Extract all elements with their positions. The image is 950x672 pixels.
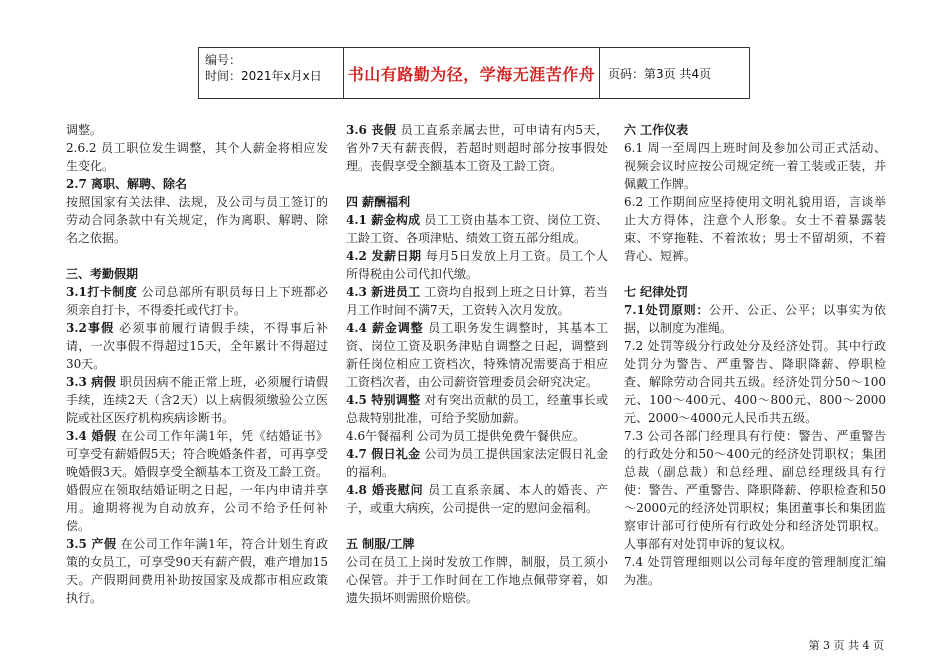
paragraph: 调整。 xyxy=(66,123,103,137)
paragraph xyxy=(346,211,608,247)
paragraph xyxy=(624,301,886,337)
paragraph xyxy=(66,283,328,319)
clause-body: 职员因病不能正常上班，必须履行请假手续，连续2天（含2天）以上病假须缴验公立医院或社区医疗机构疾病诊断书。 xyxy=(66,375,328,425)
paragraph: 6.1 周一至周四上班时间及参加公司正式活动、视频会议时应按公司规定统一着工装或正装，并佩戴工作牌。 xyxy=(624,141,886,191)
section-heading: 七 纪律处罚 xyxy=(624,285,689,299)
paragraph xyxy=(346,391,608,427)
paragraph xyxy=(66,373,328,427)
clause-body: 在公司工作年满1年，凭《结婚证书》可享受有薪婚假5天；符合晚婚条件者，可再享受晚婚假3天。婚假享受全额基本工资及工龄工资。婚假应在领取结婚证明之日起，一年内申请并享用。逾期将视为自动放弃，公司不给予任何补偿。 xyxy=(66,429,328,533)
paragraph: 按照国家有关法律、法规，及公司与员工签订的劳动合同条款中有关规定，作为离职、解聘、除名之依据。 xyxy=(66,195,328,245)
clause-title: 4.3 新进员工 xyxy=(346,285,421,299)
paragraph xyxy=(346,247,608,283)
paragraph: 7.3 公司各部门经理具有行使：警告、严重警告的行政处分和50～400元的经济处罚职权；集团总裁（副总裁）和总经理、副总经理级具有行使：警告、严重警告、降职降薪、停职检查和50～2000元的经济处罚职权；集团董事长和集团监察审计部可行使所有行政处分和经济处罚职权。人事部有对处罚申诉的复议权。 xyxy=(624,429,886,551)
clause-body: 对有突出贡献的员工，经董事长或总裁特别批准，可给予奖励加薪。 xyxy=(346,393,608,425)
document-number-label: 编号： xyxy=(205,53,242,67)
clause-title: 3.3 病假 xyxy=(66,375,116,389)
paragraph: 公司在员工上岗时发放工作牌，制服，员工须小心保管。并于工作时间在工作地点佩带穿着，如遗失损坏则需照价赔偿。 xyxy=(346,555,608,605)
clause-title: 4.5 特别调整 xyxy=(346,393,421,407)
clause-body: 员工直系亲属去世，可申请有内5天，省外7天有薪丧假，若超时则超时部分按事假处理。丧假享受全额基本工资及工龄工资。 xyxy=(346,123,608,173)
clause-body: 员工直系亲属、本人的婚丧、产子，或重大病疾，公司提供一定的慰问金福利。 xyxy=(346,483,608,515)
clause-body: 必须事前履行请假手续，不得事后补请，一次事假不得超过15天，全年累计不得超过30天。 xyxy=(66,321,328,371)
paragraph xyxy=(66,319,328,373)
section-heading: 2.7 离职、解聘、除名 xyxy=(66,177,188,191)
clause-body: 公司总部所有职员每日上下班都必须亲自打卡，不得委托或代打卡。 xyxy=(66,285,328,317)
section-heading: 六 工作仪表 xyxy=(624,123,689,137)
clause-title: 3.1打卡制度 xyxy=(66,285,138,299)
clause-body: 公开、公正、公平；以事实为依据，以制度为准绳。 xyxy=(624,303,886,335)
paragraph xyxy=(346,481,608,517)
paragraph xyxy=(66,427,328,535)
section-heading: 四 薪酬福利 xyxy=(346,195,411,209)
document-time-label: 时间：2021年x月x日 xyxy=(205,69,322,83)
paragraph: 4.6午餐福利 公司为员工提供免费午餐供应。 xyxy=(346,429,585,443)
paragraph xyxy=(66,535,328,607)
header-page-label: 页码：第3页 共4页 xyxy=(608,66,712,81)
clause-title: 3.5 产假 xyxy=(66,537,117,551)
paragraph xyxy=(346,121,608,175)
clause-title: 7.1处罚原则： xyxy=(624,303,710,317)
clause-title: 4.1 薪金构成 xyxy=(346,213,421,227)
section-heading: 三、考勤假期 xyxy=(66,267,139,281)
header-table xyxy=(198,47,750,99)
section-heading: 五 制服/工牌 xyxy=(346,537,415,551)
header-meta-cell xyxy=(199,48,344,98)
clause-title: 3.2事假 xyxy=(66,321,115,335)
clause-body: 在公司工作年满1年，符合计划生育政策的女员工，可享受90天有薪产假，难产增加15天。产假期间费用补助按国家及成都市相应政策执行。 xyxy=(66,537,328,605)
paragraph: 7.2 处罚等级分行政处分及经济处罚。其中行政处罚分为警告、严重警告、降职降薪、停职检查、解除劳动合同共五级。经济处罚分50～100元、100～400元、400～800元、800～2000元、2000～4000元人民币共五级。 xyxy=(624,339,886,425)
paragraph xyxy=(346,283,608,319)
paragraph: 7.4 处罚管理细则以公司每年度的管理制度汇编为准。 xyxy=(624,555,886,587)
clause-title: 4.4 薪金调整 xyxy=(346,321,424,335)
text-column-middle xyxy=(346,121,608,607)
text-column-left xyxy=(66,121,328,607)
page-footer: 第 3 页 共 4 页 xyxy=(808,639,884,652)
clause-body: 员工职务发生调整时，其基本工资、岗位工资及职务津贴自调整之日起，调整到新任岗位相应工资档次，特殊情况需要高于相应工资档次者，由公司薪资管理委员会研究决定。 xyxy=(346,321,608,389)
clause-title: 3.4 婚假 xyxy=(66,429,117,443)
paragraph xyxy=(346,445,608,481)
clause-title: 4.8 婚丧慰问 xyxy=(346,483,424,497)
paragraph: 6.2 工作期间应坚持使用文明礼貌用语，言谈举止大方得体，注意个人形象。女士不着暴露装束、不穿拖鞋、不着浓妆；男士不留胡须，不着背心、短裤。 xyxy=(624,195,886,263)
paragraph: 2.6.2 员工职位发生调整，其个人薪金将相应发生变化。 xyxy=(66,141,328,173)
clause-title: 4.7 假日礼金 xyxy=(346,447,421,461)
clause-body: 工资均自报到上班之日计算，若当月工作时间不满7天，工资转入次月发放。 xyxy=(346,285,608,317)
clause-body: 每月5日发放上月工资。员工个人所得税由公司代扣代缴。 xyxy=(346,249,609,281)
header-motto: 书山有路勤为径，学海无涯苦作舟 xyxy=(344,48,600,98)
paragraph xyxy=(346,319,608,391)
clause-title: 4.2 发薪日期 xyxy=(346,249,422,263)
clause-title: 3.6 丧假 xyxy=(346,123,397,137)
clause-body: 员工工资由基本工资、岗位工资、工龄工资、各项津贴、绩效工资五部分组成。 xyxy=(346,213,608,245)
clause-body: 公司为员工提供国家法定假日礼金的福利。 xyxy=(346,447,608,479)
text-column-right xyxy=(624,121,886,589)
